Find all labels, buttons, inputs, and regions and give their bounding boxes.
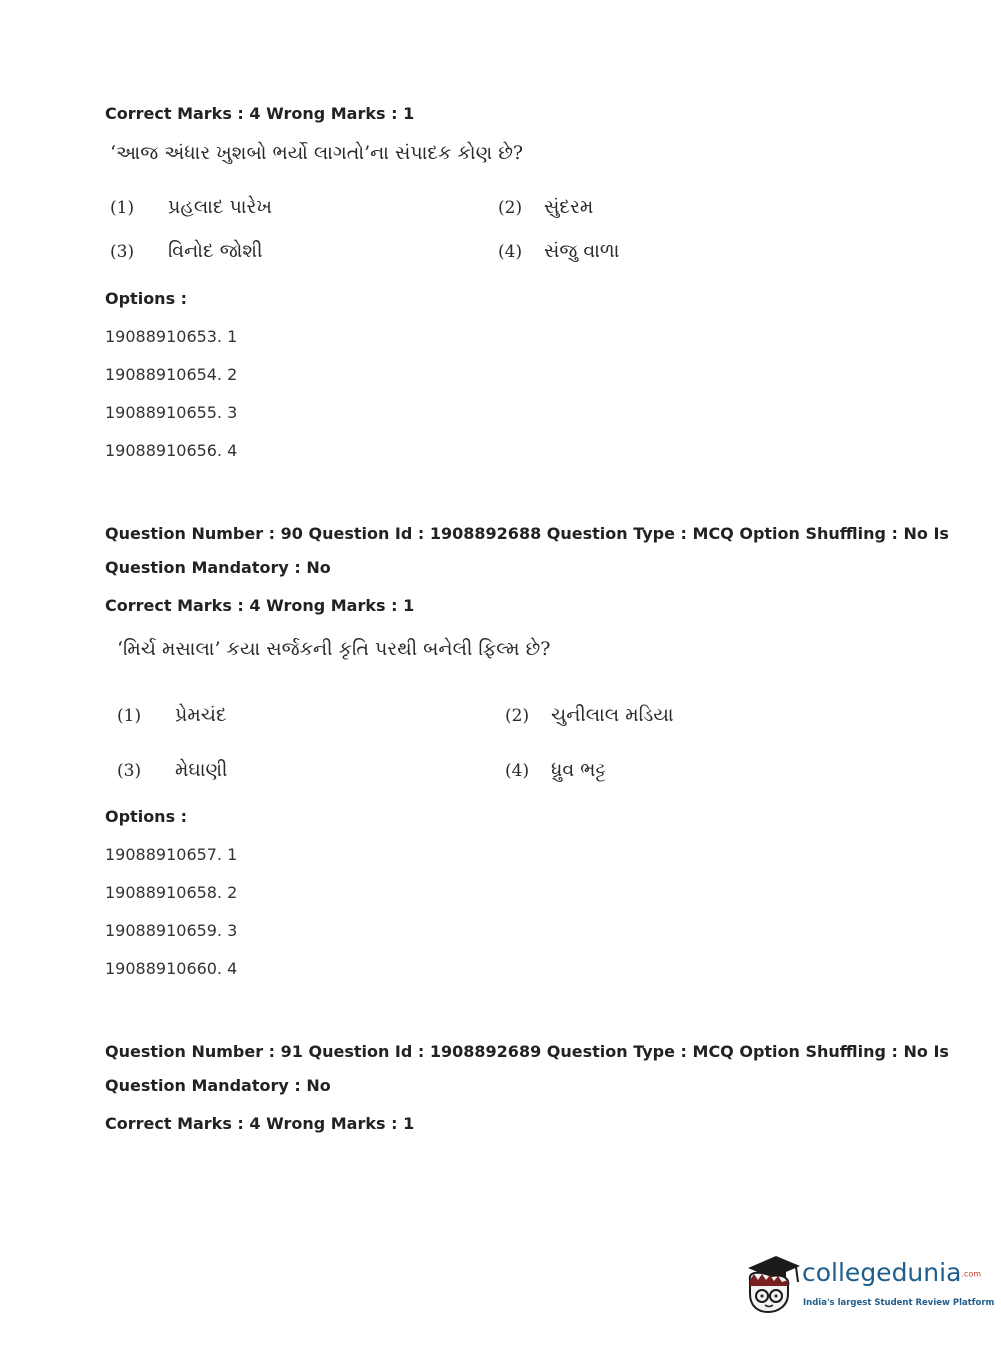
choice-number: (1)	[110, 198, 135, 218]
choice-text: ધ્રુવ ભટ્ટ	[551, 759, 606, 781]
option-id: 19088910660. 4	[105, 959, 238, 978]
choice	[498, 240, 619, 262]
question-header: Question Number : 90 Question Id : 1908892688 Question Type : MCQ Option Shuffling : No Is	[105, 524, 949, 543]
choice-text: ચુનીલાલ મડિયા	[551, 704, 674, 726]
question-text: ‘આજ અંધાર ખુશબો ભર્યો લાગતો’ના સંપાદક કોણ છે?	[110, 142, 524, 164]
choice-text: સંજુ વાળા	[544, 240, 620, 262]
question-header-cont: Question Mandatory : No	[105, 558, 331, 577]
option-id: 19088910655. 3	[105, 403, 238, 422]
choice-number: (3)	[117, 761, 142, 781]
collegedunia-logo	[742, 1250, 995, 1320]
options-label: Options :	[105, 289, 188, 308]
choice-number: (4)	[498, 242, 523, 262]
option-id: 19088910657. 1	[105, 845, 238, 864]
choice-text: સુંદરમ	[544, 196, 594, 218]
choice-text: મેઘાણી	[175, 759, 228, 781]
logo-wordmark: collegedunia.com	[802, 1258, 982, 1287]
logo-tagline: India's largest Student Review Platform	[803, 1298, 995, 1308]
choice	[117, 704, 227, 726]
question-header-cont: Question Mandatory : No	[105, 1076, 331, 1095]
choice	[117, 759, 227, 781]
marks-line: Correct Marks : 4 Wrong Marks : 1	[105, 104, 415, 123]
choice	[110, 240, 263, 262]
choice-number: (4)	[505, 761, 530, 781]
choice-text: વિનોદ જોશી	[168, 240, 263, 262]
choice-text: પ્રહલાદ પારેખ	[168, 196, 272, 218]
option-id: 19088910658. 2	[105, 883, 238, 902]
options-label: Options :	[105, 807, 188, 826]
choice-number: (2)	[505, 706, 530, 726]
choice	[505, 704, 674, 726]
choice-number: (1)	[117, 706, 142, 726]
choice	[110, 196, 272, 218]
choice-number: (2)	[498, 198, 523, 218]
marks-line: Correct Marks : 4 Wrong Marks : 1	[105, 1114, 415, 1133]
choice-text: પ્રેમચંદ	[175, 704, 227, 726]
choice-number: (3)	[110, 242, 135, 262]
choice	[505, 759, 606, 781]
student-mascot-icon	[742, 1250, 802, 1320]
option-id: 19088910653. 1	[105, 327, 238, 346]
option-id: 19088910654. 2	[105, 365, 238, 384]
choice	[498, 196, 593, 218]
question-header: Question Number : 91 Question Id : 1908892689 Question Type : MCQ Option Shuffling : No Is	[105, 1042, 949, 1061]
option-id: 19088910659. 3	[105, 921, 238, 940]
option-id: 19088910656. 4	[105, 441, 238, 460]
marks-line: Correct Marks : 4 Wrong Marks : 1	[105, 596, 415, 615]
question-text: ‘મિર્ચ મસાલા’ કયા સર્જકની કૃતિ પરથી બનેલી ફિલ્મ છે?	[117, 638, 551, 660]
